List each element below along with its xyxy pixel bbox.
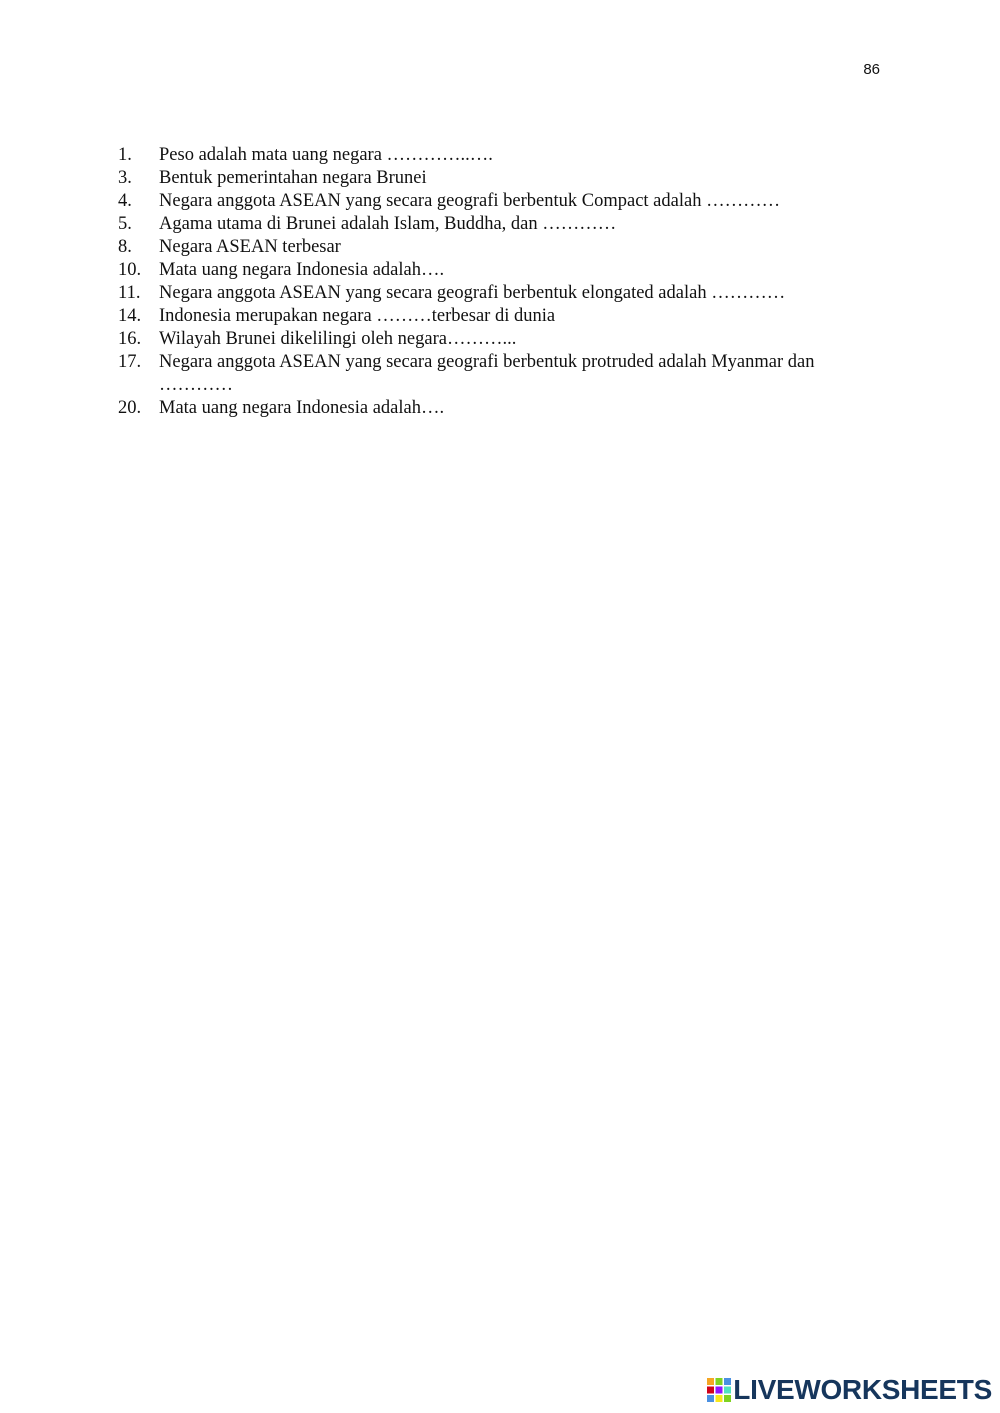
page-number: 86 [863,61,880,78]
question-item [118,167,888,190]
question-text: Negara anggota ASEAN yang secara geografi berbentuk Compact adalah ………… [159,191,781,211]
question-item [118,144,888,167]
question-text: Mata uang negara Indonesia adalah…. [159,398,445,418]
question-text: Wilayah Brunei dikelilingi oleh negara………... [159,329,517,349]
question-number: 20. [118,398,142,418]
question-item [118,328,888,351]
question-number: 4. [118,191,132,211]
question-item [118,282,888,305]
question-text: Indonesia merupakan negara ………terbesar di dunia [159,306,556,326]
question-item [118,305,888,328]
brand-text: LIVEWORKSHEETS [733,1374,992,1405]
question-number: 10. [118,260,142,280]
question-item [118,351,888,397]
question-item [118,190,888,213]
question-item [118,236,888,259]
question-number: 8. [118,237,132,257]
liveworksheets-brand [707,1375,992,1405]
question-text: Mata uang negara Indonesia adalah…. [159,260,445,280]
question-text: Negara anggota ASEAN yang secara geografi berbentuk protruded adalah Myanmar dan ………… [159,352,815,395]
question-text: Bentuk pemerintahan negara Brunei [159,168,427,188]
question-number: 14. [118,306,142,326]
question-number: 11. [118,283,141,303]
question-item [118,259,888,282]
question-text: Agama utama di Brunei adalah Islam, Buddha, dan ………… [159,214,617,234]
question-item [118,213,888,236]
question-number: 5. [118,214,132,234]
question-item [118,397,888,420]
question-number: 3. [118,168,132,188]
question-text: Negara ASEAN terbesar [159,237,341,257]
question-number: 1. [118,145,132,165]
question-number: 17. [118,352,142,372]
question-list [118,144,888,420]
question-number: 16. [118,329,142,349]
question-text: Negara anggota ASEAN yang secara geografi berbentuk elongated adalah ………… [159,283,786,303]
liveworksheets-logo-icon [707,1378,731,1402]
question-text: Peso adalah mata uang negara …………..…. [159,145,493,165]
